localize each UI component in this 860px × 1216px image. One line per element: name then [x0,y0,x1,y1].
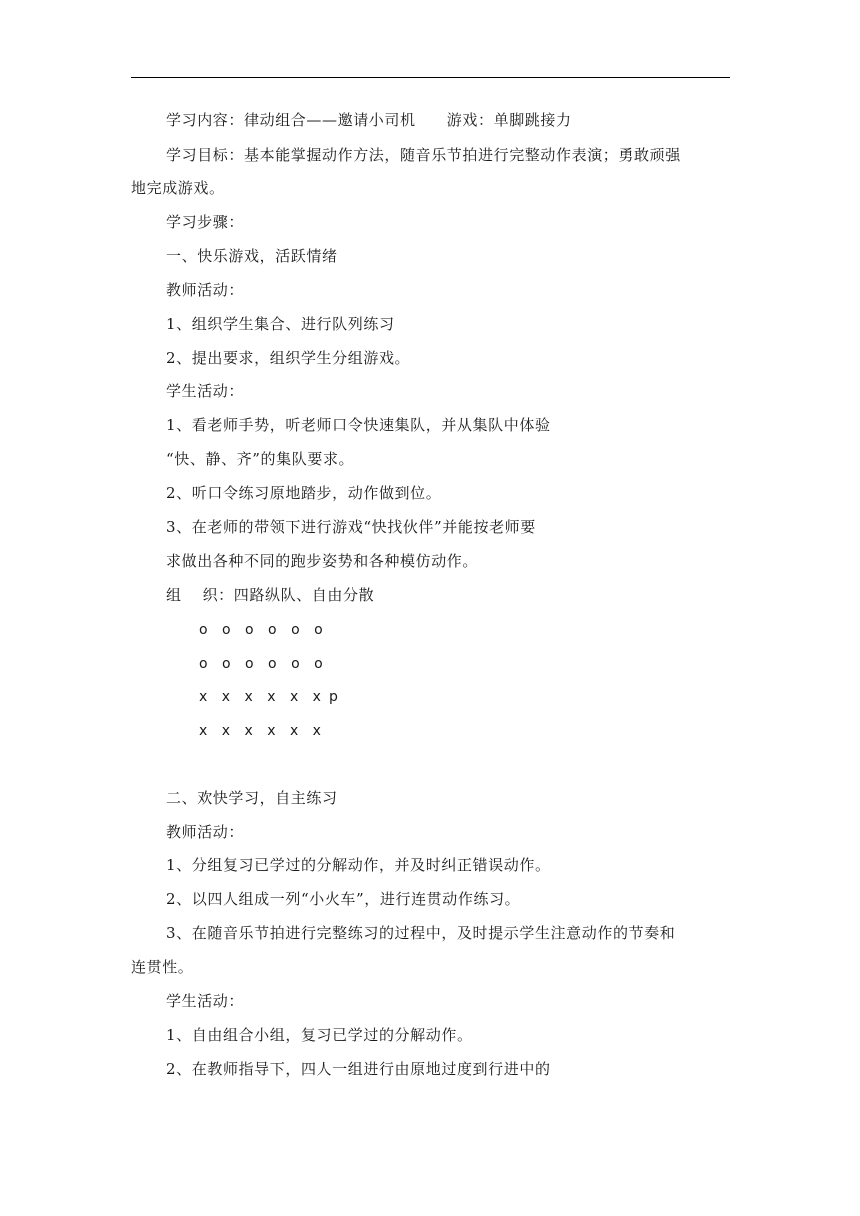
objective-line-2: 地完成游戏。 [131,179,225,197]
formation-teacher-marker: p [329,689,338,705]
student-item-2-2: 2、在教师指导下，四人一组进行由原地过度到行进中的 [166,1060,551,1078]
objective-line-1: 学习目标：基本能掌握动作方法，随音乐节拍进行完整动作表演；勇敢顽强 [166,146,681,164]
teacher-item-1-2: 2、提出要求，组织学生分组游戏。 [166,349,411,367]
formation-row-4: x x x x x x [199,723,326,739]
teacher-item-2-3-line-1: 3、在随音乐节拍进行完整练习的过程中，及时提示学生注意动作的节奏和 [166,924,676,942]
formation-row-3: x x x x x x [199,689,326,705]
teacher-item-2-1: 1、分组复习已学过的分解动作，并及时纠正错误动作。 [166,856,551,874]
student-item-1-1-line-2: “快、静、齐”的集队要求。 [166,450,355,468]
teacher-item-2-3-line-2: 连贯性。 [131,958,194,976]
content-line: 学习内容：律动组合——邀请小司机 游戏：单脚跳接力 [166,111,572,129]
student-item-1-3-line-2: 求做出各种不同的跑步姿势和各种模仿动作。 [166,552,479,570]
teacher-item-1-1: 1、组织学生集合、进行队列练习 [166,315,395,333]
section-2-title: 二、欢快学习，自主练习 [166,789,338,807]
student-item-2-1: 1、自由组合小组，复习已学过的分解动作。 [166,1026,473,1044]
teacher-item-2-2: 2、以四人组成一列“小火车”，进行连贯动作练习。 [166,890,521,908]
organization-line: 组 织：四路纵队、自由分散 [166,586,375,604]
section-1-title: 一、快乐游戏，活跃情绪 [166,247,338,265]
student-item-1-3-line-1: 3、在老师的带领下进行游戏“快找伙伴”并能按老师要 [166,518,536,536]
formation-row-1: o o o o o o [199,622,328,638]
teacher-activity-heading-1: 教师活动： [166,281,245,299]
student-activity-heading-2: 学生活动： [166,992,245,1010]
formation-row-2: o o o o o o [199,656,328,672]
teacher-activity-heading-2: 教师活动： [166,823,245,841]
student-item-1-2: 2、听口令练习原地踏步，动作做到位。 [166,484,442,502]
steps-heading: 学习步骤： [166,213,245,231]
student-item-1-1-line-1: 1、看老师手势，听老师口令快速集队，并从集队中体验 [166,416,551,434]
header-rule [131,77,730,78]
student-activity-heading-1: 学生活动： [166,382,245,400]
